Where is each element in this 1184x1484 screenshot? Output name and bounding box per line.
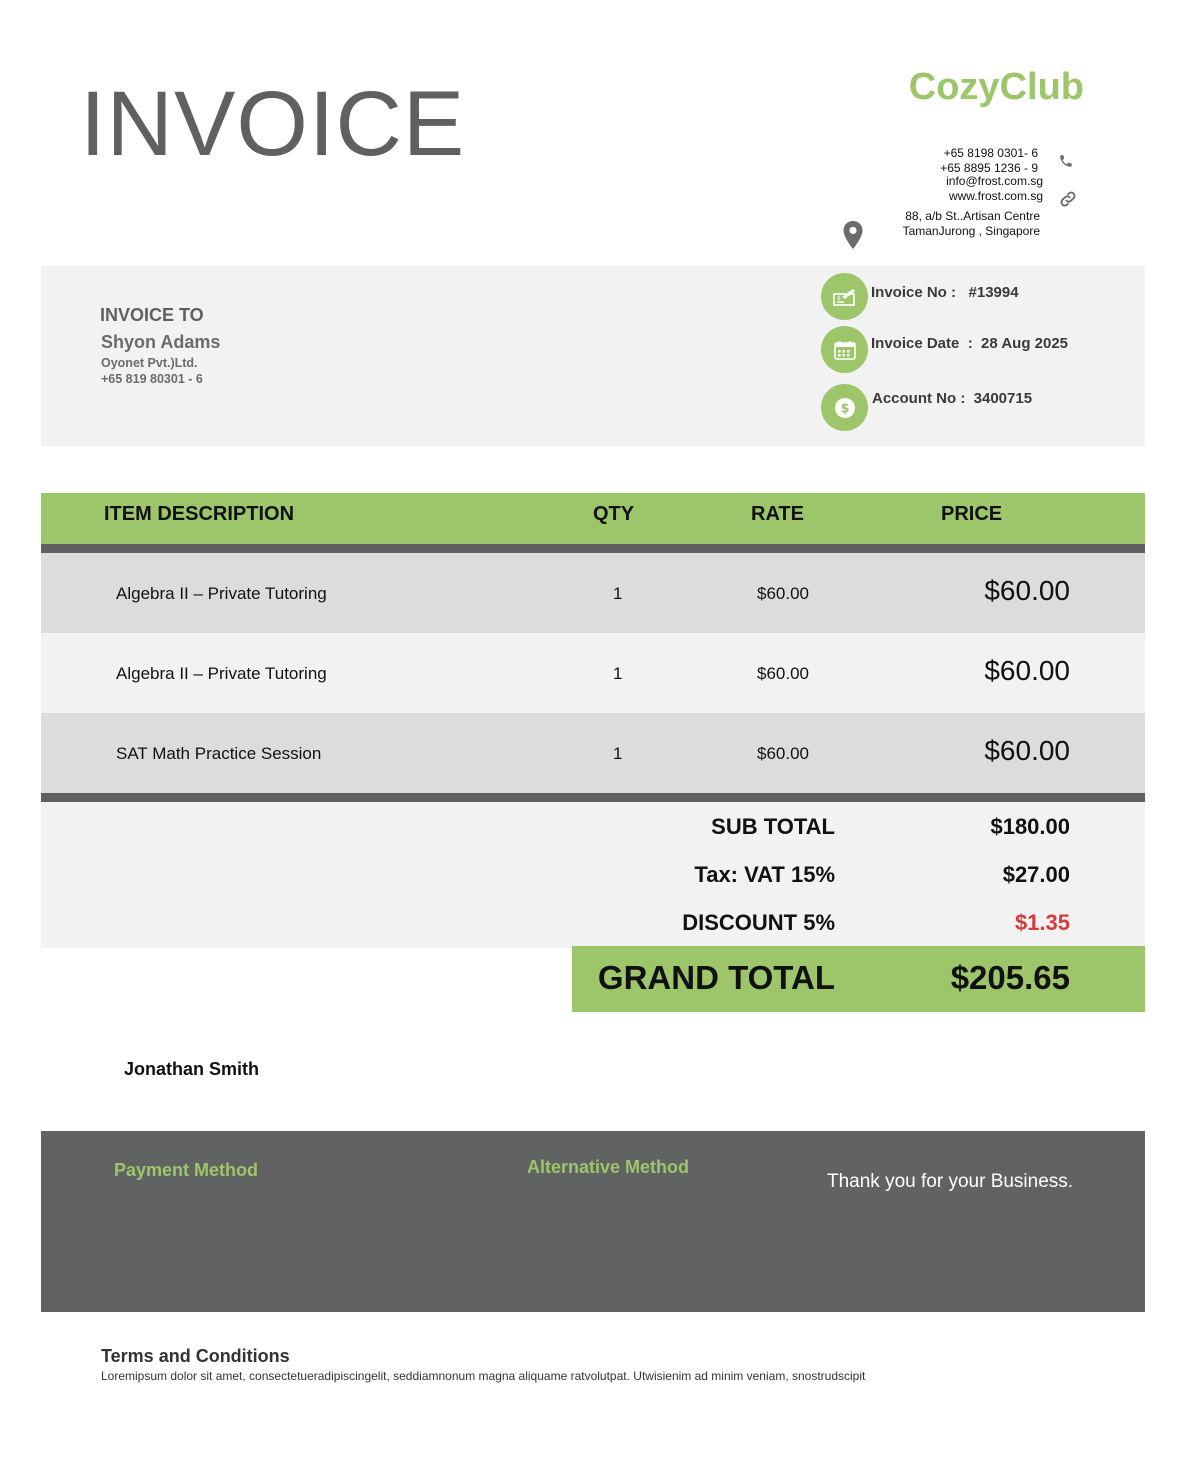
grand-total-label: GRAND TOTAL: [597, 959, 835, 996]
header-qty: QTY: [593, 503, 635, 525]
web-contacts: [860, 174, 1043, 203]
cheque-icon: [833, 287, 857, 307]
invoice-to-heading: INVOICE TO: [100, 305, 204, 325]
table-bottom-divider: [41, 793, 1145, 802]
header-rate: RATE: [751, 503, 804, 525]
svg-text:$: $: [836, 294, 841, 302]
payment-method-label: Payment Method: [114, 1160, 259, 1180]
client-name: Shyon Adams: [101, 332, 221, 352]
header-description: ITEM DESCRIPTION: [104, 503, 295, 525]
table-top-divider: [41, 544, 1145, 553]
account-number: Account No : 3400715: [872, 390, 1033, 407]
subtotal-label: SUB TOTAL: [711, 814, 835, 839]
row-rate: $60.00: [757, 744, 809, 763]
invoice-date: Invoice Date : 28 Aug 2025: [871, 335, 1069, 352]
dollar-coin-icon: [834, 397, 856, 419]
row-description: SAT Math Practice Session: [116, 744, 322, 763]
address-line-2: TamanJurong , Singapore: [902, 223, 1040, 238]
invoice-title: INVOICE: [80, 73, 466, 175]
row-price: $60.00: [984, 655, 1070, 686]
dollar-icon-badge: [821, 384, 868, 431]
thank-you-message: Thank you for your Business.: [827, 1171, 1074, 1192]
row-description: Algebra II – Private Tutoring: [116, 584, 327, 603]
link-icon: [1058, 189, 1078, 209]
row-qty: 1: [613, 744, 623, 763]
signatory-name: Jonathan Smith: [124, 1059, 260, 1079]
email: info@frost.com.sg: [946, 174, 1043, 188]
phone-2: +65 8895 1236 - 9: [940, 160, 1038, 175]
website: www.frost.com.sg: [948, 188, 1043, 203]
address-line-1: 88, a/b St..Artisan Centre: [905, 209, 1040, 223]
terms-heading: Terms and Conditions: [101, 1346, 290, 1366]
discount-value: $1.35: [1014, 910, 1070, 935]
calendar-icon: [834, 340, 856, 360]
phone-icon: [1057, 152, 1075, 170]
phone-numbers: [860, 146, 1038, 175]
brand-name: CozyClub: [908, 66, 1084, 108]
row-qty: 1: [613, 664, 623, 683]
phone-1: +65 8198 0301- 6: [943, 146, 1038, 160]
row-rate: $60.00: [757, 584, 809, 603]
header-price: PRICE: [941, 503, 1003, 525]
client-company: Oyonet Pvt.)Ltd.: [101, 356, 198, 370]
address: [840, 209, 1040, 238]
calendar-icon-badge: [821, 326, 868, 373]
subtotal-value: $180.00: [990, 814, 1070, 839]
tax-value: $27.00: [1002, 862, 1070, 887]
row-price: $60.00: [984, 575, 1070, 606]
location-pin-icon: [842, 220, 864, 250]
alternative-method-label: Alternative Method: [527, 1157, 690, 1177]
discount-label: DISCOUNT 5%: [682, 910, 835, 935]
row-description: Algebra II – Private Tutoring: [116, 664, 327, 683]
cheque-icon-badge: [821, 273, 868, 320]
invoice-number: Invoice No : #13994: [871, 284, 1019, 301]
terms-body: Loremipsum dolor sit amet, consectetueradipiscingelit, seddiamnonum magna aliquame ratvolutpat. Utwisienim ad minim veniam, snostrudscipit: [101, 1369, 866, 1383]
row-price: $60.00: [984, 735, 1070, 766]
grand-total-value: $205.65: [950, 959, 1070, 996]
row-rate: $60.00: [757, 664, 809, 683]
tax-label: Tax: VAT 15%: [694, 862, 835, 887]
svg-text:$: $: [839, 401, 850, 416]
row-qty: 1: [613, 584, 623, 603]
client-phone: +65 819 80301 - 6: [101, 372, 203, 386]
